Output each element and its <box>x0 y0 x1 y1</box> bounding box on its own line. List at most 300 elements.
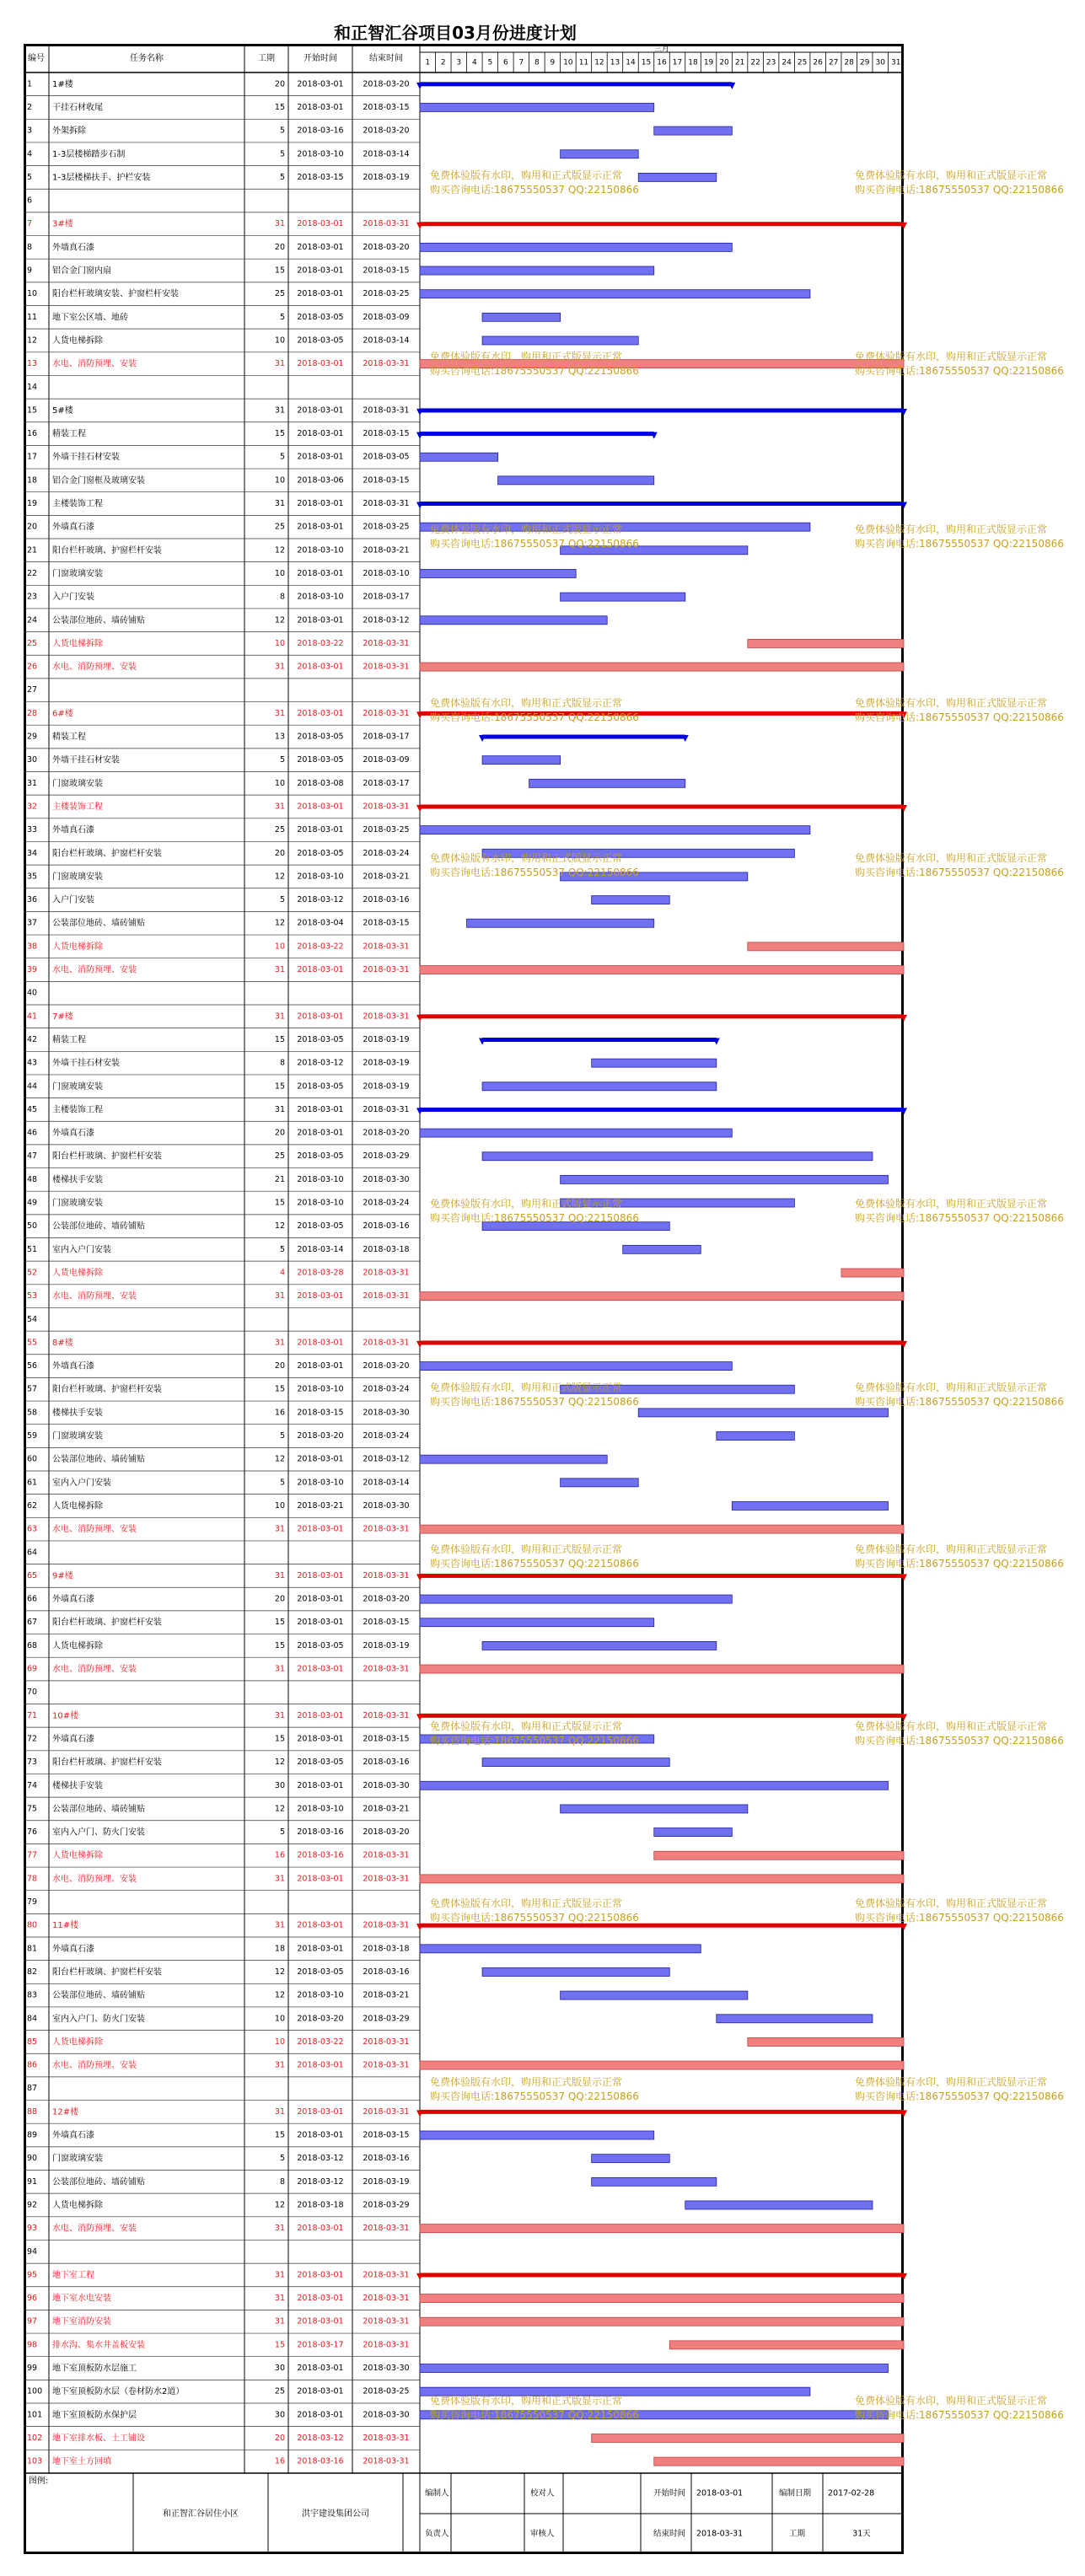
task-duration: 15 <box>274 1034 285 1044</box>
watermark <box>855 696 1064 725</box>
task-no: 7 <box>27 219 33 229</box>
task-end: 2018-03-24 <box>363 1384 410 1394</box>
task-name: 阳台栏杆玻璃、护窗栏杆安装 <box>52 1151 162 1162</box>
task-end: 2018-03-31 <box>363 1338 410 1348</box>
watermark-line2: 购买咨询电话:18675550537 QQ:22150866 <box>855 1396 1064 1408</box>
task-start: 2018-03-01 <box>297 568 344 578</box>
watermark <box>855 1897 1064 1925</box>
task-duration: 15 <box>274 1081 285 1092</box>
task-start: 2018-03-01 <box>297 1291 344 1301</box>
task-name: 人货电梯拆除 <box>52 1501 103 1511</box>
task-no: 57 <box>27 1384 38 1394</box>
task-name: 铝合金门窗内扇 <box>52 266 111 276</box>
task-no: 54 <box>27 1314 38 1324</box>
task-start: 2018-03-22 <box>297 942 344 952</box>
task-start: 2018-03-05 <box>297 1081 344 1092</box>
task-start: 2018-03-10 <box>297 149 344 159</box>
task-start: 2018-03-10 <box>297 1804 344 1814</box>
task-end: 2018-03-15 <box>363 2130 410 2140</box>
task-name: 水电、消防预埋、安装 <box>52 1291 137 1301</box>
task-duration: 10 <box>274 335 285 346</box>
task-no: 20 <box>27 522 38 532</box>
task-no: 40 <box>27 988 38 998</box>
watermark <box>855 2075 1064 2104</box>
task-duration: 30 <box>274 2364 285 2374</box>
task-end: 2018-03-17 <box>363 732 410 742</box>
task-no: 91 <box>27 2176 38 2187</box>
task-name: 地下室水电安装 <box>52 2294 111 2304</box>
task-start: 2018-03-17 <box>297 2340 344 2350</box>
task-start: 2018-03-16 <box>297 1850 344 1860</box>
task-no: 1 <box>27 79 33 89</box>
task-no: 32 <box>27 802 38 812</box>
task-name: 5#楼 <box>52 405 73 416</box>
watermark-line1: 免费体验版有水印，购用和正式版显示正常 <box>855 1543 1048 1555</box>
task-start: 2018-03-01 <box>297 2410 344 2420</box>
task-start: 2018-03-20 <box>297 1431 344 1441</box>
task-start: 2018-03-04 <box>297 918 344 928</box>
task-name: 6#楼 <box>52 709 73 719</box>
task-start: 2018-03-01 <box>297 2364 344 2374</box>
task-name: 8#楼 <box>52 1338 73 1348</box>
footer-start-value: 2018-03-01 <box>696 2488 744 2498</box>
task-name: 室内入户门安装 <box>52 1478 111 1488</box>
task-end: 2018-03-15 <box>363 475 410 486</box>
footer-start-label: 开始时间 <box>653 2488 686 2498</box>
task-name: 阳台栏杆玻璃、护窗栏杆安装 <box>52 1385 162 1395</box>
task-end: 2018-03-30 <box>363 1500 410 1511</box>
task-name: 阳台栏杆玻璃、护窗栏杆安装 <box>52 1618 162 1628</box>
task-name: 公装部位地砖、墙砖铺贴 <box>52 1991 145 2001</box>
task-name: 12#楼 <box>52 2107 79 2117</box>
day-label: 30 <box>875 58 885 67</box>
task-end: 2018-03-18 <box>363 1944 410 1954</box>
task-name: 人货电梯拆除 <box>52 1851 103 1861</box>
day-label: 10 <box>563 58 573 67</box>
day-label: 9 <box>550 58 556 67</box>
task-start: 2018-03-01 <box>297 405 344 416</box>
task-duration: 31 <box>274 405 285 416</box>
task-end: 2018-03-29 <box>363 1151 410 1162</box>
task-end: 2018-03-30 <box>363 1780 410 1790</box>
task-no: 89 <box>27 2130 38 2140</box>
task-no: 80 <box>27 1920 38 1930</box>
task-end: 2018-03-31 <box>363 1850 410 1860</box>
task-start: 2018-03-01 <box>297 1874 344 1884</box>
task-no: 2 <box>27 102 33 112</box>
task-name: 阳台栏杆玻璃、护窗栏杆安装 <box>52 545 162 555</box>
task-no: 76 <box>27 1827 38 1838</box>
task-no: 58 <box>27 1408 38 1418</box>
task-name: 人货电梯拆除 <box>52 1641 103 1651</box>
task-end: 2018-03-31 <box>363 2294 410 2304</box>
task-name: 外墙真石漆 <box>52 825 94 835</box>
task-start: 2018-03-01 <box>297 1454 344 1464</box>
task-duration: 12 <box>274 1967 285 1977</box>
task-end: 2018-03-16 <box>363 1221 410 1232</box>
task-no: 38 <box>27 942 38 952</box>
task-name: 人货电梯拆除 <box>52 1268 103 1278</box>
task-duration: 15 <box>274 429 285 439</box>
day-label: 27 <box>828 58 839 67</box>
task-start: 2018-03-10 <box>297 1198 344 1208</box>
watermark-line2: 购买咨询电话:18675550537 QQ:22150866 <box>430 711 639 723</box>
task-no: 101 <box>27 2410 43 2420</box>
task-end: 2018-03-17 <box>363 778 410 788</box>
task-start: 2018-03-05 <box>297 848 344 858</box>
task-no: 93 <box>27 2224 38 2234</box>
day-label: 3 <box>456 58 462 67</box>
task-duration: 8 <box>279 1058 285 1068</box>
task-end: 2018-03-15 <box>363 1734 410 1744</box>
task-no: 28 <box>27 708 38 718</box>
watermark <box>855 851 1064 880</box>
task-start: 2018-03-12 <box>297 1058 344 1068</box>
header-duration: 工期 <box>258 54 275 63</box>
task-name: 外墙真石漆 <box>52 243 94 253</box>
task-no: 66 <box>27 1594 38 1604</box>
day-label: 15 <box>641 58 652 67</box>
watermark <box>430 1381 639 1409</box>
task-no: 94 <box>27 2246 38 2257</box>
task-start: 2018-03-05 <box>297 1640 344 1650</box>
footer-legend-label: 图例: <box>29 2476 49 2486</box>
task-end: 2018-03-19 <box>363 1640 410 1650</box>
day-label: 16 <box>657 58 667 67</box>
task-start: 2018-03-01 <box>297 965 344 975</box>
task-end: 2018-03-20 <box>363 1128 410 1138</box>
task-name: 外墙干挂石材安装 <box>52 755 120 765</box>
task-end: 2018-03-31 <box>363 2106 410 2117</box>
task-no: 56 <box>27 1361 38 1371</box>
day-label: 18 <box>688 58 698 67</box>
task-name: 入户门安装 <box>52 895 94 905</box>
task-start: 2018-03-01 <box>297 219 344 229</box>
task-name: 室内入户门安装 <box>52 1245 111 1255</box>
day-label: 14 <box>626 58 636 67</box>
task-start: 2018-03-12 <box>297 2154 344 2164</box>
task-name: 门窗玻璃安装 <box>52 569 103 579</box>
task-duration: 13 <box>274 732 285 742</box>
footer-end-value: 2018-03-31 <box>696 2529 744 2539</box>
watermark-line1: 免费体验版有水印，购用和正式版显示正常 <box>430 697 623 709</box>
task-no: 45 <box>27 1104 38 1114</box>
day-label: 26 <box>813 58 823 67</box>
day-label: 8 <box>534 58 540 67</box>
task-end: 2018-03-31 <box>363 359 410 369</box>
watermark-line2: 购买咨询电话:18675550537 QQ:22150866 <box>855 2409 1064 2421</box>
task-start: 2018-03-05 <box>297 732 344 742</box>
task-no: 83 <box>27 1990 38 2000</box>
task-end: 2018-03-30 <box>363 1408 410 1418</box>
task-end: 2018-03-20 <box>363 1361 410 1371</box>
task-end: 2018-03-31 <box>363 802 410 812</box>
task-end: 2018-03-31 <box>363 1104 410 1114</box>
task-duration: 5 <box>279 126 285 136</box>
task-no: 50 <box>27 1221 38 1232</box>
watermark-line1: 免费体验版有水印，购用和正式版显示正常 <box>855 2395 1048 2407</box>
watermark-line2: 购买咨询电话:18675550537 QQ:22150866 <box>430 1735 639 1747</box>
task-no: 73 <box>27 1758 38 1768</box>
task-name: 地下室工程 <box>52 2270 94 2280</box>
task-duration: 21 <box>274 1174 285 1184</box>
task-start: 2018-03-16 <box>297 2456 344 2466</box>
task-duration: 31 <box>274 1664 285 1674</box>
task-duration: 30 <box>274 2410 285 2420</box>
task-duration: 25 <box>274 825 285 835</box>
task-name: 1#楼 <box>52 79 73 89</box>
task-duration: 12 <box>274 872 285 882</box>
task-no: 75 <box>27 1804 38 1814</box>
task-start: 2018-03-01 <box>297 2106 344 2117</box>
day-label: 25 <box>797 58 808 67</box>
task-duration: 20 <box>274 2433 285 2443</box>
task-no: 14 <box>27 382 38 392</box>
task-name: 外架拆除 <box>52 126 86 137</box>
task-no: 35 <box>27 872 38 882</box>
task-no: 3 <box>27 126 33 136</box>
watermark-line1: 免费体验版有水印，购用和正式版显示正常 <box>430 1198 623 1210</box>
task-start: 2018-03-01 <box>297 615 344 625</box>
task-no: 103 <box>27 2456 43 2466</box>
task-no: 70 <box>27 1688 38 1698</box>
watermark <box>430 2075 639 2104</box>
task-start: 2018-03-01 <box>297 1570 344 1580</box>
task-name: 外墙真石漆 <box>52 1361 94 1371</box>
footer-date-value: 2017-02-28 <box>828 2488 875 2498</box>
task-start: 2018-03-16 <box>297 1827 344 1838</box>
task-duration: 20 <box>274 242 285 252</box>
day-label: 20 <box>719 58 729 67</box>
task-duration: 8 <box>279 592 285 602</box>
task-name: 阳台栏杆玻璃、护窗栏杆安装 <box>52 1758 162 1768</box>
task-duration: 5 <box>279 452 285 462</box>
task-no: 53 <box>27 1291 38 1301</box>
task-duration: 31 <box>274 1104 285 1114</box>
task-no: 81 <box>27 1944 38 1954</box>
footer-reviewer-label: 校对人 <box>530 2488 555 2498</box>
task-name: 门窗玻璃安装 <box>52 1199 103 1209</box>
task-start: 2018-03-01 <box>297 522 344 532</box>
task-no: 23 <box>27 592 38 602</box>
task-name: 外墙真石漆 <box>52 2131 94 2141</box>
watermark <box>855 523 1064 551</box>
task-start: 2018-03-20 <box>297 2014 344 2024</box>
day-label: 2 <box>440 58 446 67</box>
task-duration: 31 <box>274 1710 285 1720</box>
task-no: 44 <box>27 1081 38 1092</box>
day-label: 6 <box>502 58 508 67</box>
task-duration: 31 <box>274 499 285 509</box>
task-start: 2018-03-15 <box>297 1408 344 1418</box>
task-no: 97 <box>27 2316 38 2326</box>
task-end: 2018-03-18 <box>363 1244 410 1254</box>
watermark-line1: 免费体验版有水印，购用和正式版显示正常 <box>430 1382 623 1393</box>
task-no: 78 <box>27 1874 38 1884</box>
task-no: 42 <box>27 1034 38 1044</box>
task-no: 19 <box>27 499 38 509</box>
task-no: 67 <box>27 1618 38 1628</box>
task-duration: 4 <box>279 1268 285 1278</box>
watermark <box>430 169 639 197</box>
task-end: 2018-03-24 <box>363 848 410 858</box>
task-name: 外墙真石漆 <box>52 1129 94 1139</box>
task-duration: 12 <box>274 1221 285 1232</box>
watermark-line2: 购买咨询电话:18675550537 QQ:22150866 <box>855 867 1064 878</box>
task-name: 7#楼 <box>52 1012 73 1022</box>
watermark-line1: 免费体验版有水印，购用和正式版显示正常 <box>430 523 623 535</box>
task-end: 2018-03-24 <box>363 1431 410 1441</box>
task-start: 2018-03-01 <box>297 2130 344 2140</box>
task-name: 阳台栏杆玻璃安装、护窗栏杆安装 <box>52 289 179 299</box>
task-end: 2018-03-31 <box>363 2433 410 2443</box>
task-duration: 20 <box>274 1594 285 1604</box>
watermark-line1: 免费体验版有水印，购用和正式版显示正常 <box>855 169 1048 181</box>
task-no: 65 <box>27 1570 38 1580</box>
task-duration: 5 <box>279 312 285 322</box>
task-end: 2018-03-12 <box>363 1454 410 1464</box>
task-duration: 25 <box>274 2386 285 2396</box>
task-end: 2018-03-31 <box>363 2316 410 2326</box>
task-start: 2018-03-01 <box>297 1128 344 1138</box>
task-name: 门窗玻璃安装 <box>52 2154 103 2164</box>
task-start: 2018-03-01 <box>297 2316 344 2326</box>
task-no: 12 <box>27 335 38 346</box>
task-name: 水电、消防预埋、安装 <box>52 2061 137 2071</box>
task-no: 77 <box>27 1850 38 1860</box>
task-start: 2018-03-05 <box>297 1221 344 1232</box>
task-name: 地下室排水板、土工铺设 <box>52 2434 145 2444</box>
watermark <box>430 350 639 378</box>
header-no: 编号 <box>28 54 45 63</box>
watermark-line2: 购买咨询电话:18675550537 QQ:22150866 <box>855 711 1064 723</box>
task-start: 2018-03-01 <box>297 1618 344 1628</box>
watermark-line2: 购买咨询电话:18675550537 QQ:22150866 <box>430 1558 639 1570</box>
task-end: 2018-03-15 <box>363 102 410 112</box>
page-title: 和正智汇谷项目03月份进度计划 <box>334 23 577 43</box>
task-name: 外墙真石漆 <box>52 1944 94 1954</box>
day-label: 28 <box>844 58 854 67</box>
watermark-line2: 购买咨询电话:18675550537 QQ:22150866 <box>855 184 1064 196</box>
task-duration: 15 <box>274 1384 285 1394</box>
task-start: 2018-03-01 <box>297 708 344 718</box>
task-name: 门窗玻璃安装 <box>52 1431 103 1441</box>
watermark-line2: 购买咨询电话:18675550537 QQ:22150866 <box>855 2090 1064 2102</box>
task-name: 外墙真石漆 <box>52 1595 94 1605</box>
task-end: 2018-03-19 <box>363 1034 410 1044</box>
task-duration: 16 <box>274 1408 285 1418</box>
task-duration: 10 <box>274 475 285 486</box>
task-start: 2018-03-01 <box>297 2270 344 2280</box>
task-no: 95 <box>27 2270 38 2280</box>
task-start: 2018-03-01 <box>297 289 344 299</box>
task-end: 2018-03-09 <box>363 755 410 765</box>
watermark-line2: 购买咨询电话:18675550537 QQ:22150866 <box>430 1396 639 1408</box>
task-duration: 31 <box>274 1291 285 1301</box>
task-start: 2018-03-12 <box>297 2433 344 2443</box>
task-end: 2018-03-20 <box>363 1827 410 1838</box>
task-name: 人货电梯拆除 <box>52 2200 103 2210</box>
task-no: 85 <box>27 2037 38 2047</box>
task-name: 外墙干挂石材安装 <box>52 453 120 463</box>
task-duration: 31 <box>274 2294 285 2304</box>
task-start: 2018-03-10 <box>297 1990 344 2000</box>
task-end: 2018-03-31 <box>363 1874 410 1884</box>
task-end: 2018-03-31 <box>363 1012 410 1022</box>
task-no: 8 <box>27 242 33 252</box>
task-name: 水电、消防预埋、安装 <box>52 965 137 975</box>
task-end: 2018-03-25 <box>363 2386 410 2396</box>
task-name: 水电、消防预埋、安装 <box>52 2224 137 2234</box>
task-end: 2018-03-09 <box>363 312 410 322</box>
task-start: 2018-03-01 <box>297 1710 344 1720</box>
task-start: 2018-03-01 <box>297 825 344 835</box>
task-duration: 12 <box>274 545 285 555</box>
task-start: 2018-03-08 <box>297 778 344 788</box>
task-name: 外墙真石漆 <box>52 1734 94 1744</box>
watermark <box>855 1381 1064 1409</box>
task-duration: 10 <box>274 1500 285 1511</box>
task-no: 84 <box>27 2014 38 2024</box>
task-duration: 10 <box>274 2014 285 2024</box>
task-end: 2018-03-20 <box>363 79 410 89</box>
task-duration: 15 <box>274 266 285 276</box>
watermark-line2: 购买咨询电话:18675550537 QQ:22150866 <box>430 2090 639 2102</box>
task-name: 外墙干挂石材安装 <box>52 1059 120 1069</box>
watermark <box>430 851 639 880</box>
task-end: 2018-03-31 <box>363 1524 410 1534</box>
task-name: 精装工程 <box>52 733 86 743</box>
task-no: 59 <box>27 1431 38 1441</box>
day-label: 5 <box>487 58 493 67</box>
task-no: 39 <box>27 965 38 975</box>
task-end: 2018-03-31 <box>363 942 410 952</box>
day-label: 11 <box>578 58 589 67</box>
task-end: 2018-03-31 <box>363 1920 410 1930</box>
task-duration: 10 <box>274 2037 285 2047</box>
task-duration: 31 <box>274 2106 285 2117</box>
task-end: 2018-03-12 <box>363 615 410 625</box>
task-name: 外墙真石漆 <box>52 523 94 533</box>
task-start: 2018-03-10 <box>297 592 344 602</box>
day-label: 31 <box>891 58 901 67</box>
task-start: 2018-03-01 <box>297 2294 344 2304</box>
watermark <box>430 1720 639 1748</box>
task-name: 地下室顶板防水层（卷材防水2道） <box>52 2387 185 2397</box>
task-name: 人货电梯拆除 <box>52 639 103 649</box>
task-end: 2018-03-30 <box>363 1174 410 1184</box>
watermark <box>430 1543 639 1571</box>
task-duration: 10 <box>274 568 285 578</box>
task-name: 主楼装饰工程 <box>52 499 103 509</box>
task-duration: 31 <box>274 1874 285 1884</box>
task-start: 2018-03-10 <box>297 1478 344 1488</box>
task-no: 60 <box>27 1454 38 1464</box>
task-duration: 16 <box>274 2456 285 2466</box>
day-label: 17 <box>672 58 683 67</box>
watermark-line1: 免费体验版有水印，购用和正式版显示正常 <box>855 2076 1048 2088</box>
footer-project: 和正智汇谷居住小区 <box>163 2509 239 2519</box>
task-name: 室内入户门、防火门安装 <box>52 2014 145 2024</box>
task-no: 51 <box>27 1244 38 1254</box>
task-end: 2018-03-31 <box>363 2270 410 2280</box>
day-label: 19 <box>703 58 714 67</box>
task-start: 2018-03-01 <box>297 2060 344 2070</box>
watermark-line2: 购买咨询电话:18675550537 QQ:22150866 <box>855 1735 1064 1747</box>
day-label: 22 <box>750 58 760 67</box>
task-end: 2018-03-31 <box>363 405 410 416</box>
task-no: 27 <box>27 685 38 695</box>
